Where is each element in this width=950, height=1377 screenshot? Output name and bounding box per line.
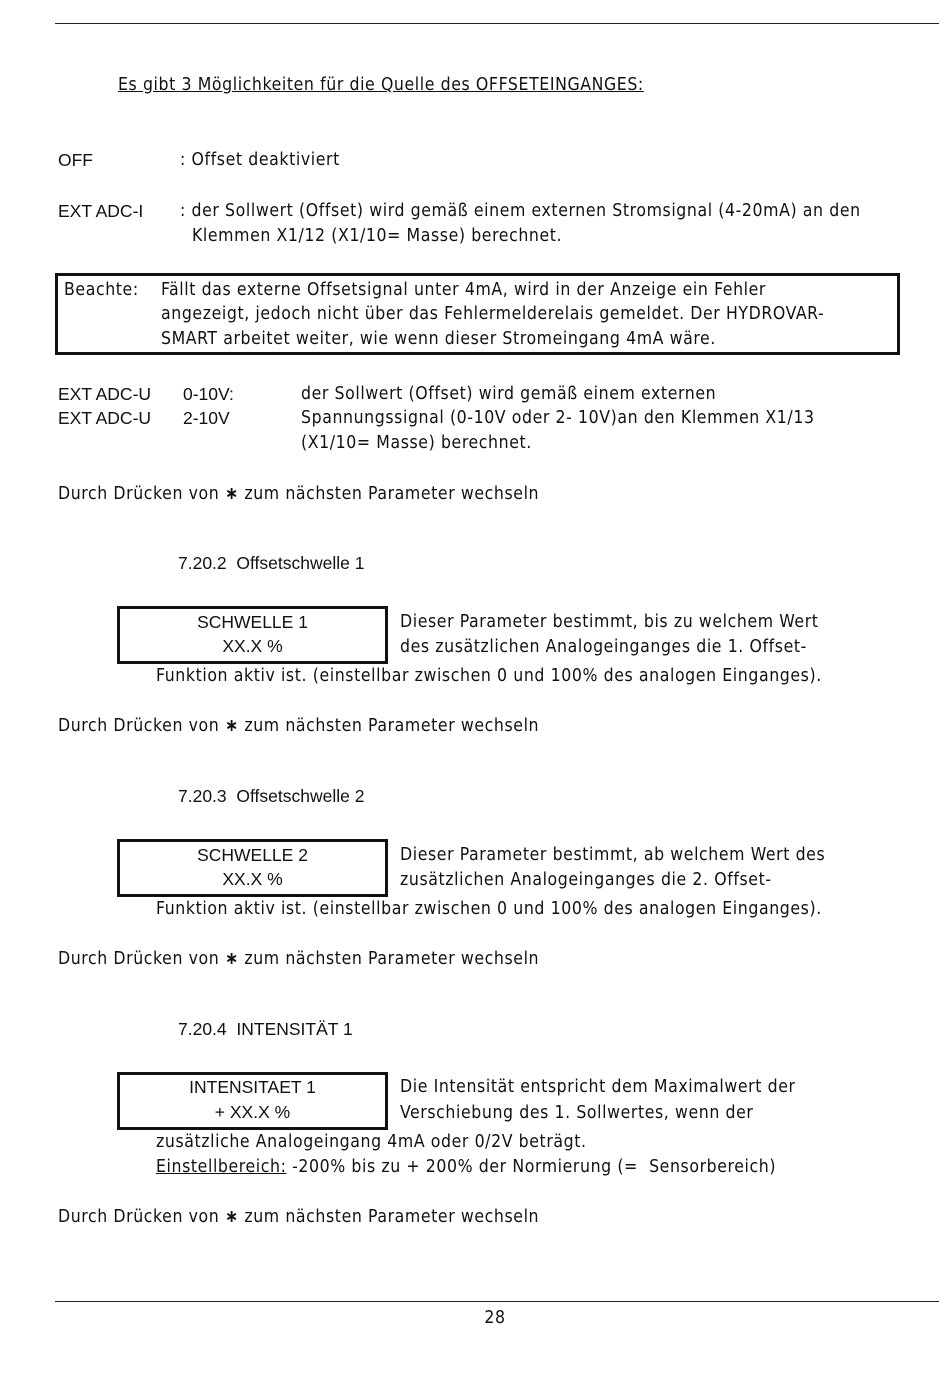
next-hint-suffix: zum nächsten Parameter wechseln	[244, 949, 540, 969]
star-key-icon: ∗	[224, 1207, 239, 1227]
ext-adc-u-range-2: 2-10V	[183, 408, 230, 428]
section-text-3: Funktion aktiv ist. (einstellbar zwischen 0 und 100% des analogen Einganges).	[156, 666, 822, 686]
section-heading: 7.20.3 Offsetschwelle 2	[178, 786, 365, 806]
next-hint-suffix: zum nächsten Parameter wechseln	[244, 1207, 540, 1227]
ext-adc-u-term-2: EXT ADC-U	[58, 408, 152, 428]
setting-range-text: -200% bis zu + 200% der Normierung (= Sensorbereich)	[286, 1157, 777, 1177]
ext-adc-u-term-1: EXT ADC-U	[58, 384, 152, 404]
top-rule	[55, 23, 939, 24]
next-parameter-hint	[58, 716, 539, 736]
next-hint-suffix: zum nächsten Parameter wechseln	[244, 484, 540, 504]
next-hint-prefix: Durch Drücken von	[58, 484, 220, 504]
display-line-2: XX.X %	[222, 869, 283, 889]
next-parameter-hint	[58, 484, 539, 504]
next-hint-prefix: Durch Drücken von	[58, 949, 220, 969]
display-line-1: SCHWELLE 2	[197, 845, 308, 865]
section-text-3: Funktion aktiv ist. (einstellbar zwischen 0 und 100% des analogen Einganges).	[156, 899, 822, 919]
off-description: : Offset deaktiviert	[180, 150, 340, 170]
section-heading: 7.20.4 INTENSITÄT 1	[178, 1019, 353, 1039]
section-text-2: Verschiebung des 1. Sollwertes, wenn der	[400, 1103, 754, 1123]
setting-range	[156, 1157, 776, 1177]
note-line1: Fällt das externe Offsetsignal unter 4mA, wird in der Anzeige ein Fehler	[161, 280, 766, 300]
ext-adc-u-line1: der Sollwert (Offset) wird gemäß einem externen	[301, 384, 717, 404]
next-hint-prefix: Durch Drücken von	[58, 1207, 220, 1227]
setting-range-label: Einstellbereich:	[156, 1157, 287, 1177]
section-text-2: zusätzlichen Analogeinganges die 2. Offset-	[400, 870, 772, 890]
ext-adc-i-line2: Klemmen X1/12 (X1/10= Masse) berechnet.	[192, 226, 563, 246]
section-heading: 7.20.2 Offsetschwelle 1	[178, 553, 365, 573]
page-number: 28	[484, 1308, 506, 1328]
bottom-rule	[55, 1301, 939, 1302]
ext-adc-u-range-1: 0-10V:	[183, 384, 234, 404]
section-text-2: des zusätzlichen Analogeinganges die 1. Offset-	[400, 637, 807, 657]
note-line3: SMART arbeitet weiter, wie wenn dieser Stromeingang 4mA wäre.	[161, 329, 716, 349]
section-text-1: Dieser Parameter bestimmt, ab welchem Wert des	[400, 845, 826, 865]
ext-adc-u-line2: Spannungssignal (0-10V oder 2- 10V)an den Klemmen X1/13	[301, 408, 815, 428]
next-parameter-hint	[58, 1207, 539, 1227]
ext-adc-i-term: EXT ADC-I	[58, 201, 144, 221]
next-hint-prefix: Durch Drücken von	[58, 716, 220, 736]
note-line2: angezeigt, jedoch nicht über das Fehlermelderelais gemeldet. Der HYDROVAR-	[161, 304, 825, 324]
star-key-icon: ∗	[224, 716, 239, 736]
intro-heading: Es gibt 3 Möglichkeiten für die Quelle des OFFSETEINGANGES:	[118, 75, 644, 95]
off-term: OFF	[58, 150, 93, 170]
note-label: Beachte:	[64, 280, 139, 300]
star-key-icon: ∗	[224, 484, 239, 504]
section-text-1: Die Intensität entspricht dem Maximalwert der	[400, 1077, 796, 1097]
section-text-3: zusätzliche Analogeingang 4mA oder 0/2V beträgt.	[156, 1132, 587, 1152]
next-parameter-hint	[58, 949, 539, 969]
display-line-2: + XX.X %	[214, 1102, 291, 1122]
display-line-2: XX.X %	[222, 636, 283, 656]
ext-adc-u-line3: (X1/10= Masse) berechnet.	[301, 433, 532, 453]
display-line-1: SCHWELLE 1	[197, 612, 308, 632]
ext-adc-i-line1: : der Sollwert (Offset) wird gemäß einem externen Stromsignal (4-20mA) an den	[180, 201, 861, 221]
next-hint-suffix: zum nächsten Parameter wechseln	[244, 716, 540, 736]
star-key-icon: ∗	[224, 949, 239, 969]
section-text-1: Dieser Parameter bestimmt, bis zu welchem Wert	[400, 612, 819, 632]
display-line-1: INTENSITAET 1	[189, 1077, 316, 1097]
